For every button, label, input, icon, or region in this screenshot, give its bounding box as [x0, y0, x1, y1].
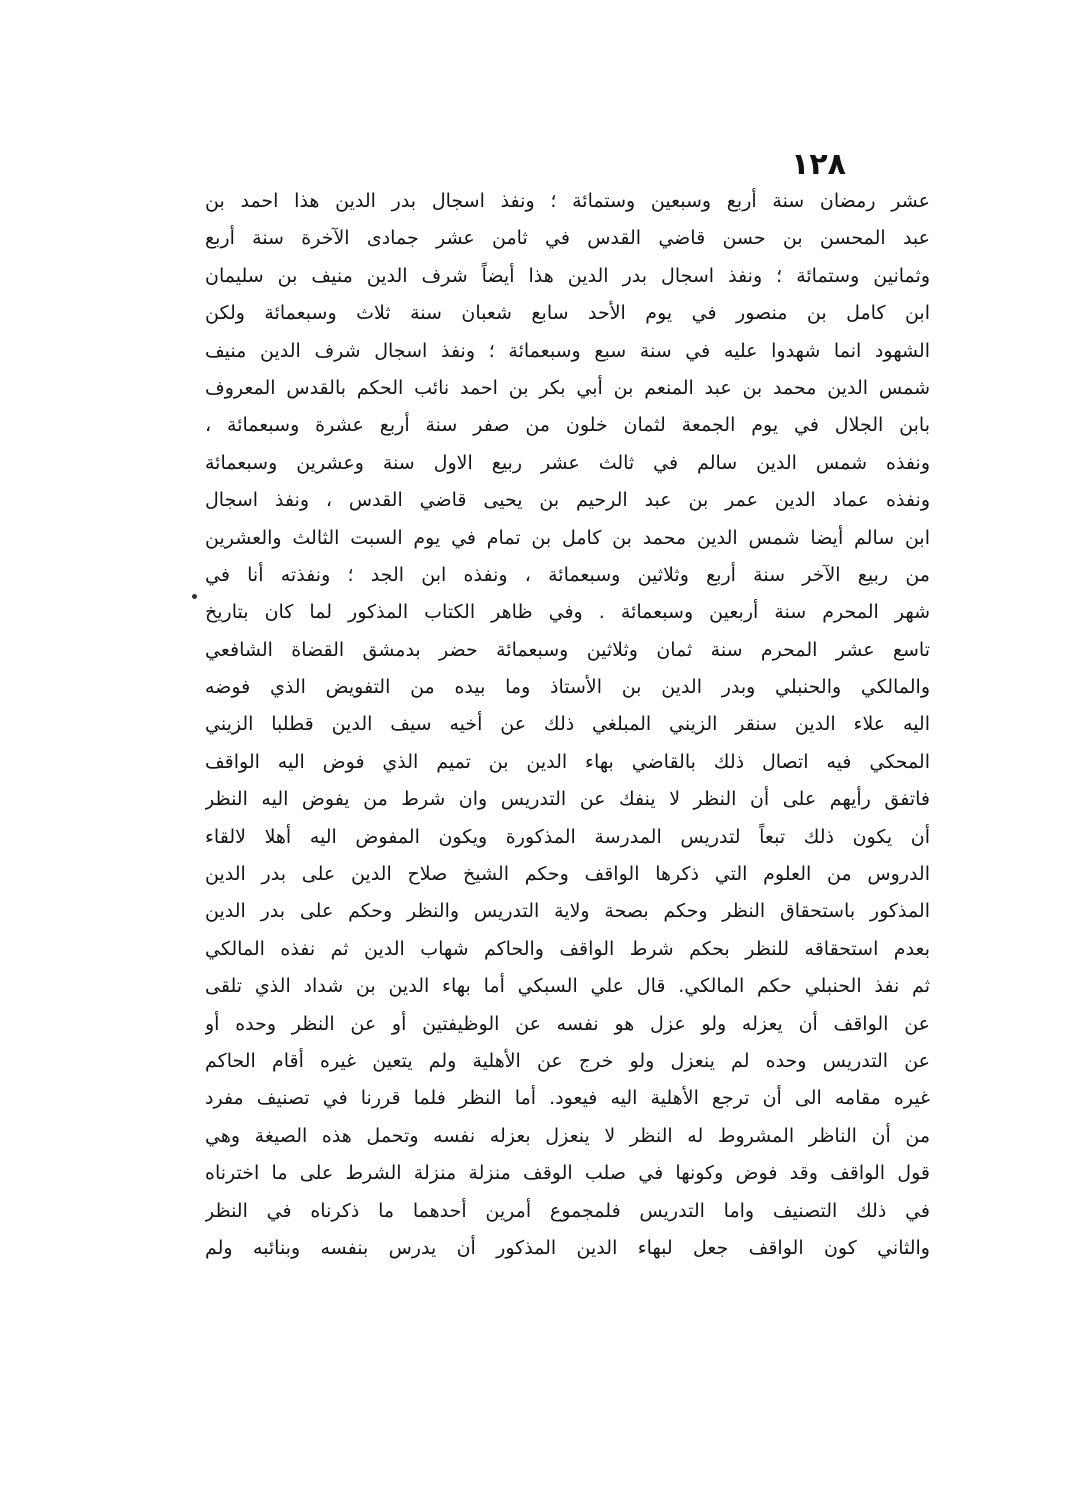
text-line: بعدم استحقاقه للنظر بحكم شرط الواقف والحاكم شهاب الدين ثم نفذه المالكي: [205, 937, 930, 960]
body-text: [205, 183, 930, 1267]
text-line: غيره مقامه الى أن ترجع الأهلية اليه فيعود. أما النظر فلما قررنا في تصنيف مفرد: [205, 1087, 930, 1110]
text-line: من أن الناظر المشروط له النظر لا ينعزل بعزله نفسه وتحمل هذه الصيغة وهي: [205, 1124, 930, 1147]
text-line: من ربيع الآخر سنة أربع وثلاثين وسبعمائة ، ونفذه ابن الجد ؛ ونفذته أنا في: [205, 563, 930, 586]
text-line: شمس الدين محمد بن عبد المنعم بن أبي بكر بن احمد نائب الحكم بالقدس المعروف: [205, 376, 930, 399]
text-line: المحكي فيه اتصال ذلك بالقاضي بهاء الدين بن تميم الذي فوض اليه الواقف: [205, 750, 930, 773]
text-line: الشهود انما شهدوا عليه في سنة سبع وسبعمائة ؛ ونفذ اسجال شرف الدين منيف: [205, 339, 930, 362]
text-line: عبد المحسن بن حسن قاضي القدس في ثامن عشر جمادى الآخرة سنة أربع: [205, 227, 930, 250]
text-line: ونفذه شمس الدين سالم في ثالث عشر ربيع الاول سنة وعشرين وسبعمائة: [205, 451, 930, 474]
text-line: اليه علاء الدين سنقر الزيني المبلغي ذلك عن أخيه سيف الدين قطلبا الزيني: [205, 713, 930, 736]
text-line: أن يكون ذلك تبعاً لتدريس المدرسة المذكورة ويكون المفوض اليه أهلا لالقاء: [205, 825, 930, 848]
text-line: المذكور باستحقاق النظر وحكم بصحة ولاية التدريس والنظر وحكم على بدر الدين: [205, 900, 930, 923]
page-number: ١٢٨: [791, 147, 846, 182]
text-line: عن الواقف أن يعزله ولو عزل هو نفسه عن الوظيفتين أو عن النظر وحده أو: [205, 1012, 930, 1035]
text-line: والمالكي والحنبلي وبدر الدين بن الأستاذ وما بيده من التفويض الذي فوضه: [205, 676, 930, 699]
text-line: شهر المحرم سنة أربعين وسبعمائة . وفي ظاهر الكتاب المذكور لما كان بتاريخ: [205, 601, 930, 624]
text-line: ونفذه عماد الدين عمر بن عبد الرحيم بن يحيى قاضي القدس ، ونفذ اسجال: [205, 489, 930, 512]
text-line: ابن سالم أيضا شمس الدين محمد بن كامل بن تمام في يوم السبت الثالث والعشرين: [205, 526, 930, 549]
text-line: ابن كامل بن منصور في يوم الأحد سابع شعبان سنة ثلاث وسبعمائة ولكن: [205, 302, 930, 325]
text-line: الدروس من العلوم التي ذكرها الواقف وحكم الشيخ صلاح الدين على بدر الدين: [205, 863, 930, 886]
text-line: في ذلك التصنيف واما التدريس فلمجموع أمرين أحدهما ما ذكرناه في النظر: [205, 1199, 930, 1222]
text-line: وثمانين وستمائة ؛ ونفذ اسجال بدر الدين هذا أيضاً شرف الدين منيف بن سليمان: [205, 264, 930, 287]
text-line: ثم نفذ الحنبلي حكم المالكي. قال علي السبكي أما بهاء الدين بن شداد الذي تلقى: [205, 975, 930, 998]
text-line: عشر رمضان سنة أربع وسبعين وستمائة ؛ ونفذ اسجال بدر الدين هذا احمد بن: [205, 190, 930, 212]
text-line: تاسع عشر المحرم سنة ثمان وثلاثين وسبعمائة حضر بدمشق القضاة الشافعي: [205, 638, 930, 661]
margin-mark: [192, 594, 197, 599]
text-line: بابن الجلال في يوم الجمعة لثمان خلون من صفر سنة أربع عشرة وسبعمائة ،: [205, 414, 930, 437]
text-line: عن التدريس وحده لم ينعزل ولو خرج عن الأهلية ولم يتعين غيره أقام الحاكم: [205, 1049, 930, 1072]
text-line: فاتفق رأيهم على أن النظر لا ينفك عن التدريس وان شرط من يفوض اليه النظر: [205, 788, 930, 811]
text-line: والثاني كون الواقف جعل لبهاء الدين المذكور أن يدرس بنفسه وبنائبه ولم: [205, 1236, 930, 1259]
text-line: قول الواقف وقد فوض وكونها في صلب الوقف منزلة منزلة الشرط على ما اخترناه: [205, 1162, 930, 1185]
